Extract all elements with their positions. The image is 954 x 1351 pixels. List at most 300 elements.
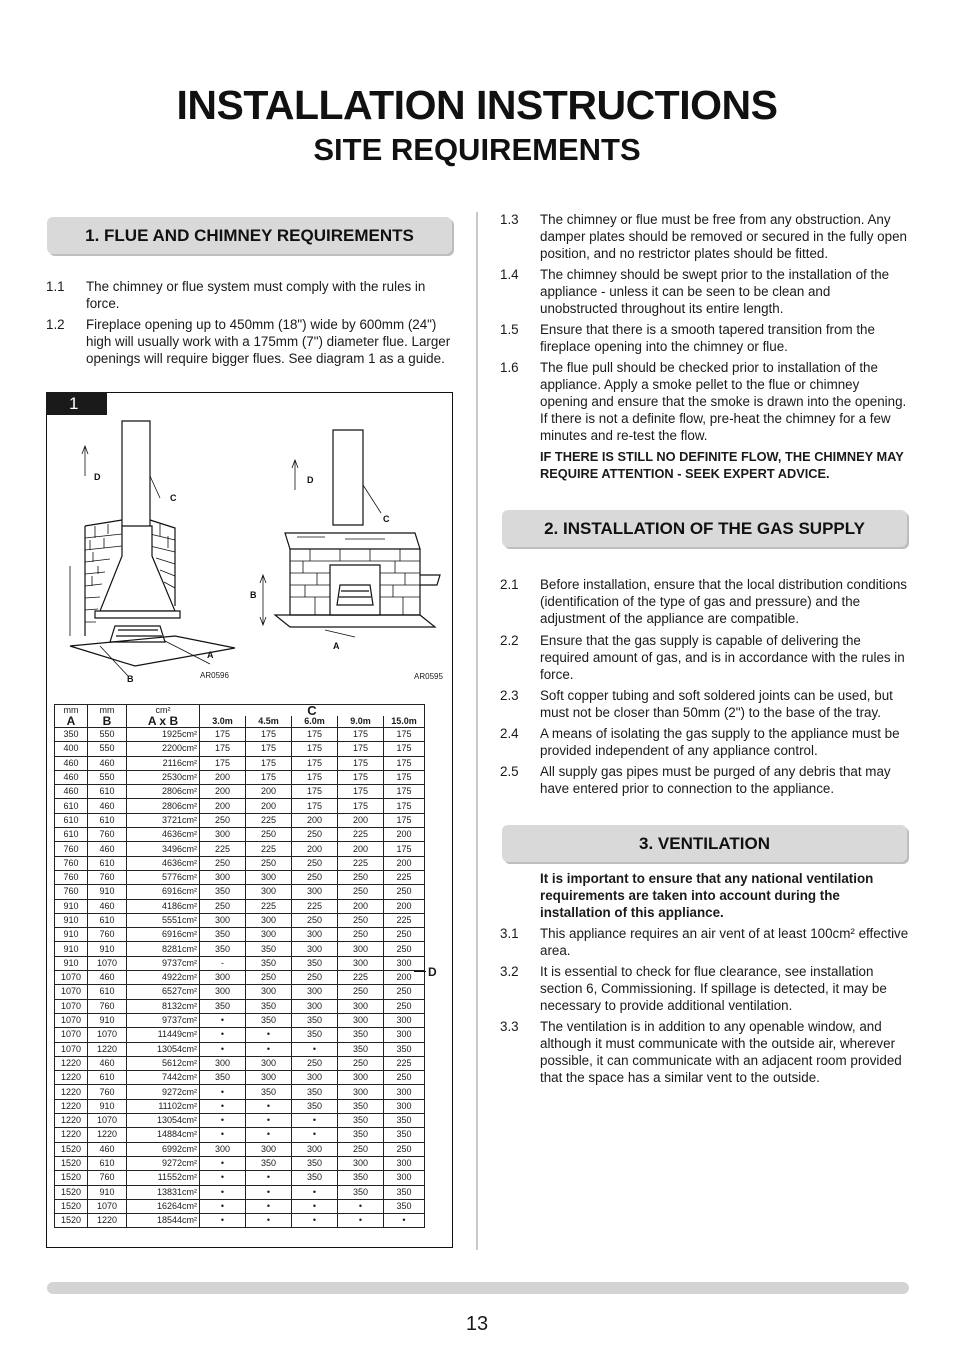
table-row xyxy=(55,1056,425,1070)
table-cell: 1520 xyxy=(55,1185,88,1199)
table-cell: 175 xyxy=(292,728,338,742)
table-cell: 200 xyxy=(292,842,338,856)
table-cell: 300 xyxy=(384,1099,425,1113)
table-cell: 610 xyxy=(88,985,127,999)
paragraph-3-3 xyxy=(500,1018,910,1103)
table-cell: 200 xyxy=(292,813,338,827)
table-cell: 760 xyxy=(55,842,88,856)
table-cell: 350 xyxy=(246,1156,292,1170)
table-cell: 610 xyxy=(88,813,127,827)
table-cell: 350 xyxy=(338,1114,384,1128)
table-cell: 8132cm² xyxy=(127,999,200,1013)
table-row xyxy=(55,870,425,884)
table-cell: 300 xyxy=(384,1013,425,1027)
table-cell: 910 xyxy=(88,1099,127,1113)
table-cell: 350 xyxy=(292,1099,338,1113)
table-row xyxy=(55,1085,425,1099)
table-cell: 1220 xyxy=(55,1071,88,1085)
header-height: 15.0m xyxy=(384,716,425,728)
table-row xyxy=(55,799,425,813)
table-cell: 175 xyxy=(384,728,425,742)
label-b: B xyxy=(127,674,134,684)
table-cell: 250 xyxy=(384,942,425,956)
table-cell: 350 xyxy=(246,1085,292,1099)
table-cell: 225 xyxy=(384,870,425,884)
table-cell: • xyxy=(200,1214,246,1228)
table-cell: 300 xyxy=(246,913,292,927)
table-cell: 610 xyxy=(55,828,88,842)
table-cell: • xyxy=(246,1128,292,1142)
table-cell: 300 xyxy=(200,1142,246,1156)
table-cell: 1520 xyxy=(55,1214,88,1228)
paragraph-3-2 xyxy=(500,963,910,1014)
table-cell: 300 xyxy=(200,828,246,842)
table-cell: 4922cm² xyxy=(127,971,200,985)
table-row xyxy=(55,971,425,985)
table-cell: 300 xyxy=(292,1142,338,1156)
table-cell: 460 xyxy=(88,1056,127,1070)
table-cell: 300 xyxy=(246,885,292,899)
table-cell: 250 xyxy=(338,1142,384,1156)
paragraph-2-2 xyxy=(500,632,910,683)
table-cell: • xyxy=(338,1199,384,1213)
header-height: 6.0m xyxy=(292,716,338,728)
flue-size-table xyxy=(54,704,425,1228)
item-number: 2.1 xyxy=(500,577,519,592)
table-cell: 910 xyxy=(88,885,127,899)
table-cell: 175 xyxy=(384,842,425,856)
table-cell: 13054cm² xyxy=(127,1042,200,1056)
table-cell: • xyxy=(246,1185,292,1199)
table-row xyxy=(55,1099,425,1113)
table-cell: 250 xyxy=(338,913,384,927)
item-text: Soft copper tubing and soft soldered joints can be used, but must not be closer than 50mm (2") to the base of the tray. xyxy=(540,688,893,720)
table-row xyxy=(55,1156,425,1170)
paragraph-1-1 xyxy=(46,278,454,312)
item-text: Fireplace opening up to 450mm (18") wide by 600mm (24") high will usually work with a 175mm (7") diameter flue. Larger openings will require bigger flues. See diagram 1 as a guide. xyxy=(86,317,451,366)
table-cell: 300 xyxy=(246,928,292,942)
table-cell: 3721cm² xyxy=(127,813,200,827)
table-cell: 350 xyxy=(384,1042,425,1056)
table-row xyxy=(55,899,425,913)
table-row xyxy=(55,813,425,827)
d-row-pointer xyxy=(414,971,426,972)
table-cell: • xyxy=(384,1214,425,1228)
table-cell: 6992cm² xyxy=(127,1142,200,1156)
table-cell: 175 xyxy=(200,756,246,770)
table-cell: 760 xyxy=(55,856,88,870)
table-cell: 2200cm² xyxy=(127,742,200,756)
table-row xyxy=(55,728,425,742)
table-cell: 200 xyxy=(384,856,425,870)
table-cell: 1070 xyxy=(55,971,88,985)
section3-heading: 3. VENTILATION xyxy=(502,825,907,862)
table-row xyxy=(55,1171,425,1185)
table-cell: 175 xyxy=(292,742,338,756)
table-cell: 6916cm² xyxy=(127,885,200,899)
table-cell: • xyxy=(246,1214,292,1228)
header-unit-b: mm xyxy=(88,705,127,717)
table-cell: • xyxy=(246,1171,292,1185)
table-cell: 910 xyxy=(55,942,88,956)
table-cell: 225 xyxy=(384,913,425,927)
table-cell: 250 xyxy=(246,971,292,985)
table-cell: 1220 xyxy=(88,1128,127,1142)
paragraph-1-3 xyxy=(500,211,910,262)
table-cell: 350 xyxy=(384,1185,425,1199)
table-cell: 350 xyxy=(338,1028,384,1042)
table-cell: 250 xyxy=(384,1071,425,1085)
table-cell: 300 xyxy=(292,885,338,899)
table-cell: • xyxy=(292,1114,338,1128)
table-cell: • xyxy=(200,1099,246,1113)
table-cell: 1220 xyxy=(55,1056,88,1070)
table-cell: 300 xyxy=(384,956,425,970)
table-cell: 18544cm² xyxy=(127,1214,200,1228)
table-cell: 350 xyxy=(292,1028,338,1042)
table-cell: 1520 xyxy=(55,1156,88,1170)
table-cell: 5551cm² xyxy=(127,913,200,927)
item-text: Ensure that there is a smooth tapered transition from the fireplace opening into the chimney or flue. xyxy=(540,322,875,354)
footer-bar xyxy=(47,1282,909,1294)
stone-fireplace-diagram xyxy=(245,425,445,660)
table-cell: 760 xyxy=(88,999,127,1013)
table-row xyxy=(55,1214,425,1228)
table-cell: 460 xyxy=(55,756,88,770)
item-number: 1.4 xyxy=(500,267,519,282)
table-cell: 175 xyxy=(338,770,384,784)
table-cell: 300 xyxy=(338,1071,384,1085)
table-row xyxy=(55,742,425,756)
table-cell: 1220 xyxy=(55,1099,88,1113)
item-text: Ensure that the gas supply is capable of delivering the required amount of gas, and is in accordance with the rules in force. xyxy=(540,633,905,682)
table-cell: 1070 xyxy=(88,1114,127,1128)
page-title: INSTALLATION INSTRUCTIONS xyxy=(176,82,778,128)
table-cell: 610 xyxy=(88,913,127,927)
column-divider xyxy=(476,212,478,1250)
table-cell: 300 xyxy=(246,985,292,999)
table-cell: 1925cm² xyxy=(127,728,200,742)
table-cell: 910 xyxy=(55,913,88,927)
table-cell: 200 xyxy=(200,799,246,813)
table-cell: 250 xyxy=(292,1056,338,1070)
table-cell: 250 xyxy=(200,813,246,827)
table-cell: 175 xyxy=(384,813,425,827)
table-cell: 2530cm² xyxy=(127,770,200,784)
table-row xyxy=(55,999,425,1013)
paragraph-1-5 xyxy=(500,321,910,355)
table-cell: 350 xyxy=(200,885,246,899)
table-cell: 760 xyxy=(88,928,127,942)
table-row xyxy=(55,985,425,999)
table-cell: 225 xyxy=(292,899,338,913)
table-cell: 175 xyxy=(384,756,425,770)
table-cell: 1070 xyxy=(55,985,88,999)
table-cell: 175 xyxy=(246,728,292,742)
label-d: D xyxy=(94,472,101,482)
table-cell: 175 xyxy=(200,742,246,756)
table-cell: 250 xyxy=(384,1142,425,1156)
table-cell: 550 xyxy=(88,742,127,756)
table-cell: • xyxy=(292,1042,338,1056)
label-a: A xyxy=(207,650,214,660)
label-d: D xyxy=(307,475,314,485)
table-cell: 11102cm² xyxy=(127,1099,200,1113)
table-row xyxy=(55,756,425,770)
table-cell: 1220 xyxy=(88,1042,127,1056)
header-unit-area: cm² xyxy=(127,705,200,717)
table-cell: 350 xyxy=(246,942,292,956)
table-cell: - xyxy=(200,956,246,970)
table-cell: 910 xyxy=(55,899,88,913)
table-cell: 250 xyxy=(384,985,425,999)
table-cell: 175 xyxy=(338,785,384,799)
item-text: It is essential to check for flue clearance, see installation section 6, Commissioning. If spillage is detected, it may be necessary to provide additional ventilation. xyxy=(540,964,887,1013)
item-number: 3.3 xyxy=(500,1019,519,1034)
table-cell: • xyxy=(200,1042,246,1056)
table-cell: 350 xyxy=(338,1185,384,1199)
table-cell: 300 xyxy=(338,956,384,970)
paragraph-1-2 xyxy=(46,316,454,384)
table-cell: 1220 xyxy=(88,1214,127,1228)
table-cell: 1220 xyxy=(55,1085,88,1099)
table-cell: 350 xyxy=(246,999,292,1013)
table-cell: 300 xyxy=(246,1071,292,1085)
table-cell: 175 xyxy=(384,785,425,799)
table-cell: 300 xyxy=(200,1056,246,1070)
table-cell: • xyxy=(246,1099,292,1113)
table-cell: 300 xyxy=(200,870,246,884)
paragraph-1-6 xyxy=(500,359,910,444)
table-cell: 1070 xyxy=(55,999,88,1013)
table-cell: 350 xyxy=(200,942,246,956)
table-cell: 350 xyxy=(338,1171,384,1185)
item-number: 1.2 xyxy=(46,317,65,332)
item-number: 1.5 xyxy=(500,322,519,337)
table-cell: 250 xyxy=(338,928,384,942)
table-cell: 350 xyxy=(292,956,338,970)
table-cell: 6916cm² xyxy=(127,928,200,942)
table-row xyxy=(55,1071,425,1085)
table-cell: 460 xyxy=(55,770,88,784)
table-cell: 250 xyxy=(292,913,338,927)
table-row xyxy=(55,770,425,784)
table-cell: 9737cm² xyxy=(127,1013,200,1027)
item-number: 1.6 xyxy=(500,360,519,375)
table-cell: 175 xyxy=(292,799,338,813)
figure-code-right: AR0595 xyxy=(414,672,443,681)
table-cell: 300 xyxy=(292,985,338,999)
table-cell: 200 xyxy=(338,813,384,827)
table-cell: 760 xyxy=(88,870,127,884)
table-cell: 175 xyxy=(338,742,384,756)
table-cell: 300 xyxy=(200,913,246,927)
table-cell: 300 xyxy=(338,1156,384,1170)
item-number: 1.3 xyxy=(500,212,519,227)
table-cell: 300 xyxy=(338,942,384,956)
label-b: B xyxy=(250,590,257,600)
table-cell: 760 xyxy=(55,870,88,884)
header-height: 3.0m xyxy=(200,716,246,728)
item-text: A means of isolating the gas supply to the appliance must be provided independent of any appliance control. xyxy=(540,726,900,758)
page-subtitle: SITE REQUIREMENTS xyxy=(313,132,641,167)
table-cell: 350 xyxy=(338,1042,384,1056)
table-cell: 250 xyxy=(292,856,338,870)
table-cell: 300 xyxy=(384,1156,425,1170)
table-cell: 350 xyxy=(384,1114,425,1128)
table-cell: 300 xyxy=(292,1071,338,1085)
table-cell: • xyxy=(246,1028,292,1042)
table-cell: 4636cm² xyxy=(127,828,200,842)
table-cell: 175 xyxy=(246,742,292,756)
table-row xyxy=(55,1028,425,1042)
table-row xyxy=(55,785,425,799)
table-cell: • xyxy=(200,1156,246,1170)
item-text: The chimney should be swept prior to the installation of the appliance - unless it can be seen to be clean and unobstructed throughout its entire length. xyxy=(540,267,890,316)
table-cell: 175 xyxy=(200,728,246,742)
table-cell: 910 xyxy=(88,942,127,956)
table-cell: 11552cm² xyxy=(127,1171,200,1185)
table-cell: 175 xyxy=(384,742,425,756)
table-cell: 225 xyxy=(338,828,384,842)
table-row xyxy=(55,913,425,927)
table-cell: 5776cm² xyxy=(127,870,200,884)
table-cell: 2806cm² xyxy=(127,799,200,813)
table-cell: 350 xyxy=(200,1071,246,1085)
table-cell: • xyxy=(200,1128,246,1142)
table-cell: 200 xyxy=(384,971,425,985)
table-cell: 13054cm² xyxy=(127,1114,200,1128)
item-number: 2.3 xyxy=(500,688,519,703)
table-cell: 250 xyxy=(292,971,338,985)
table-cell: 200 xyxy=(246,785,292,799)
table-cell: 350 xyxy=(384,1128,425,1142)
section2-heading: 2. INSTALLATION OF THE GAS SUPPLY xyxy=(502,510,907,547)
item-text: The chimney or flue system must comply with the rules in force. xyxy=(86,279,426,311)
table-cell: 2806cm² xyxy=(127,785,200,799)
header-b: B xyxy=(88,716,127,728)
table-row xyxy=(55,1199,425,1213)
table-cell: 250 xyxy=(292,870,338,884)
table-cell: 1070 xyxy=(88,1028,127,1042)
table-cell: 250 xyxy=(246,856,292,870)
table-cell: 350 xyxy=(200,999,246,1013)
table-cell: 1070 xyxy=(55,1042,88,1056)
label-d-row: D xyxy=(428,965,437,979)
table-cell: 3496cm² xyxy=(127,842,200,856)
table-cell: 9272cm² xyxy=(127,1085,200,1099)
item-text: The flue pull should be checked prior to installation of the appliance. Apply a smoke pellet to the flue or chimney opening and ensure that the smoke is drawn into the opening. If there is not a definite flow, pre-heat the chimney for a few minutes and re-test the flow. xyxy=(540,360,907,443)
table-cell: 200 xyxy=(200,785,246,799)
table-cell: • xyxy=(246,1042,292,1056)
table-row xyxy=(55,1013,425,1027)
table-row xyxy=(55,885,425,899)
table-cell: 910 xyxy=(88,1185,127,1199)
table-cell: 9737cm² xyxy=(127,956,200,970)
label-c: C xyxy=(383,514,390,524)
table-cell: 250 xyxy=(338,870,384,884)
table-cell: 225 xyxy=(246,813,292,827)
item-text: The chimney or flue must be free from any obstruction. Any damper plates should be removed or secured in the fully open position, and no restrictor plates should be fitted. xyxy=(540,212,907,261)
table-row xyxy=(55,1042,425,1056)
ventilation-intro: It is important to ensure that any national ventilation requirements are taken into account during the installation of this appliance. xyxy=(540,871,874,920)
table-cell: • xyxy=(200,1085,246,1099)
table-cell: • xyxy=(200,1114,246,1128)
table-cell: 760 xyxy=(88,1171,127,1185)
table-cell: 175 xyxy=(338,728,384,742)
table-cell: • xyxy=(200,1199,246,1213)
table-cell: 1070 xyxy=(55,1013,88,1027)
table-cell: 300 xyxy=(338,999,384,1013)
paragraph-2-1 xyxy=(500,576,910,627)
label-a: A xyxy=(333,641,340,651)
table-cell: 11449cm² xyxy=(127,1028,200,1042)
item-number: 2.4 xyxy=(500,726,519,741)
table-cell: 200 xyxy=(384,828,425,842)
header-height: 4.5m xyxy=(246,716,292,728)
table-cell: 350 xyxy=(292,1013,338,1027)
table-cell: 200 xyxy=(338,842,384,856)
table-cell: 175 xyxy=(246,770,292,784)
table-cell: 5612cm² xyxy=(127,1056,200,1070)
table-row xyxy=(55,1114,425,1128)
paragraph-3-1 xyxy=(500,925,910,959)
table-cell: 300 xyxy=(200,985,246,999)
table-cell: 300 xyxy=(384,1171,425,1185)
table-cell: 610 xyxy=(55,799,88,813)
table-cell: 1070 xyxy=(88,1199,127,1213)
table-cell: 300 xyxy=(292,928,338,942)
label-c: C xyxy=(170,493,177,503)
table-cell: 175 xyxy=(384,770,425,784)
flow-warning: IF THERE IS STILL NO DEFINITE FLOW, THE CHIMNEY MAY REQUIRE ATTENTION - SEEK EXPERT ADVICE. xyxy=(540,449,904,481)
table-cell: 225 xyxy=(246,842,292,856)
table-cell: • xyxy=(338,1214,384,1228)
table-cell: 610 xyxy=(88,856,127,870)
table-cell: 4186cm² xyxy=(127,899,200,913)
table-cell: • xyxy=(200,1185,246,1199)
header-height: 9.0m xyxy=(338,716,384,728)
page-number: 13 xyxy=(465,1313,489,1335)
paragraph-1-4 xyxy=(500,266,910,317)
table-cell: 225 xyxy=(200,842,246,856)
table-row xyxy=(55,942,425,956)
table-cell: 760 xyxy=(88,828,127,842)
table-cell: 300 xyxy=(292,942,338,956)
table-cell: 250 xyxy=(338,885,384,899)
table-cell: 14884cm² xyxy=(127,1128,200,1142)
table-cell: 16264cm² xyxy=(127,1199,200,1213)
table-cell: 250 xyxy=(384,928,425,942)
table-cell: 250 xyxy=(246,828,292,842)
table-cell: 350 xyxy=(246,956,292,970)
table-cell: 175 xyxy=(292,785,338,799)
table-cell: 250 xyxy=(338,985,384,999)
table-row xyxy=(55,956,425,970)
table-cell: 200 xyxy=(246,799,292,813)
table-cell: 350 xyxy=(338,1099,384,1113)
table-cell: 350 xyxy=(55,728,88,742)
table-cell: 610 xyxy=(88,785,127,799)
table-cell: 250 xyxy=(384,999,425,1013)
table-cell: 225 xyxy=(338,856,384,870)
table-cell: 550 xyxy=(88,770,127,784)
table-cell: 1220 xyxy=(55,1114,88,1128)
table-cell: 760 xyxy=(55,885,88,899)
table-cell: 300 xyxy=(338,1013,384,1027)
header-unit-a: mm xyxy=(55,705,88,717)
table-cell: 910 xyxy=(55,956,88,970)
